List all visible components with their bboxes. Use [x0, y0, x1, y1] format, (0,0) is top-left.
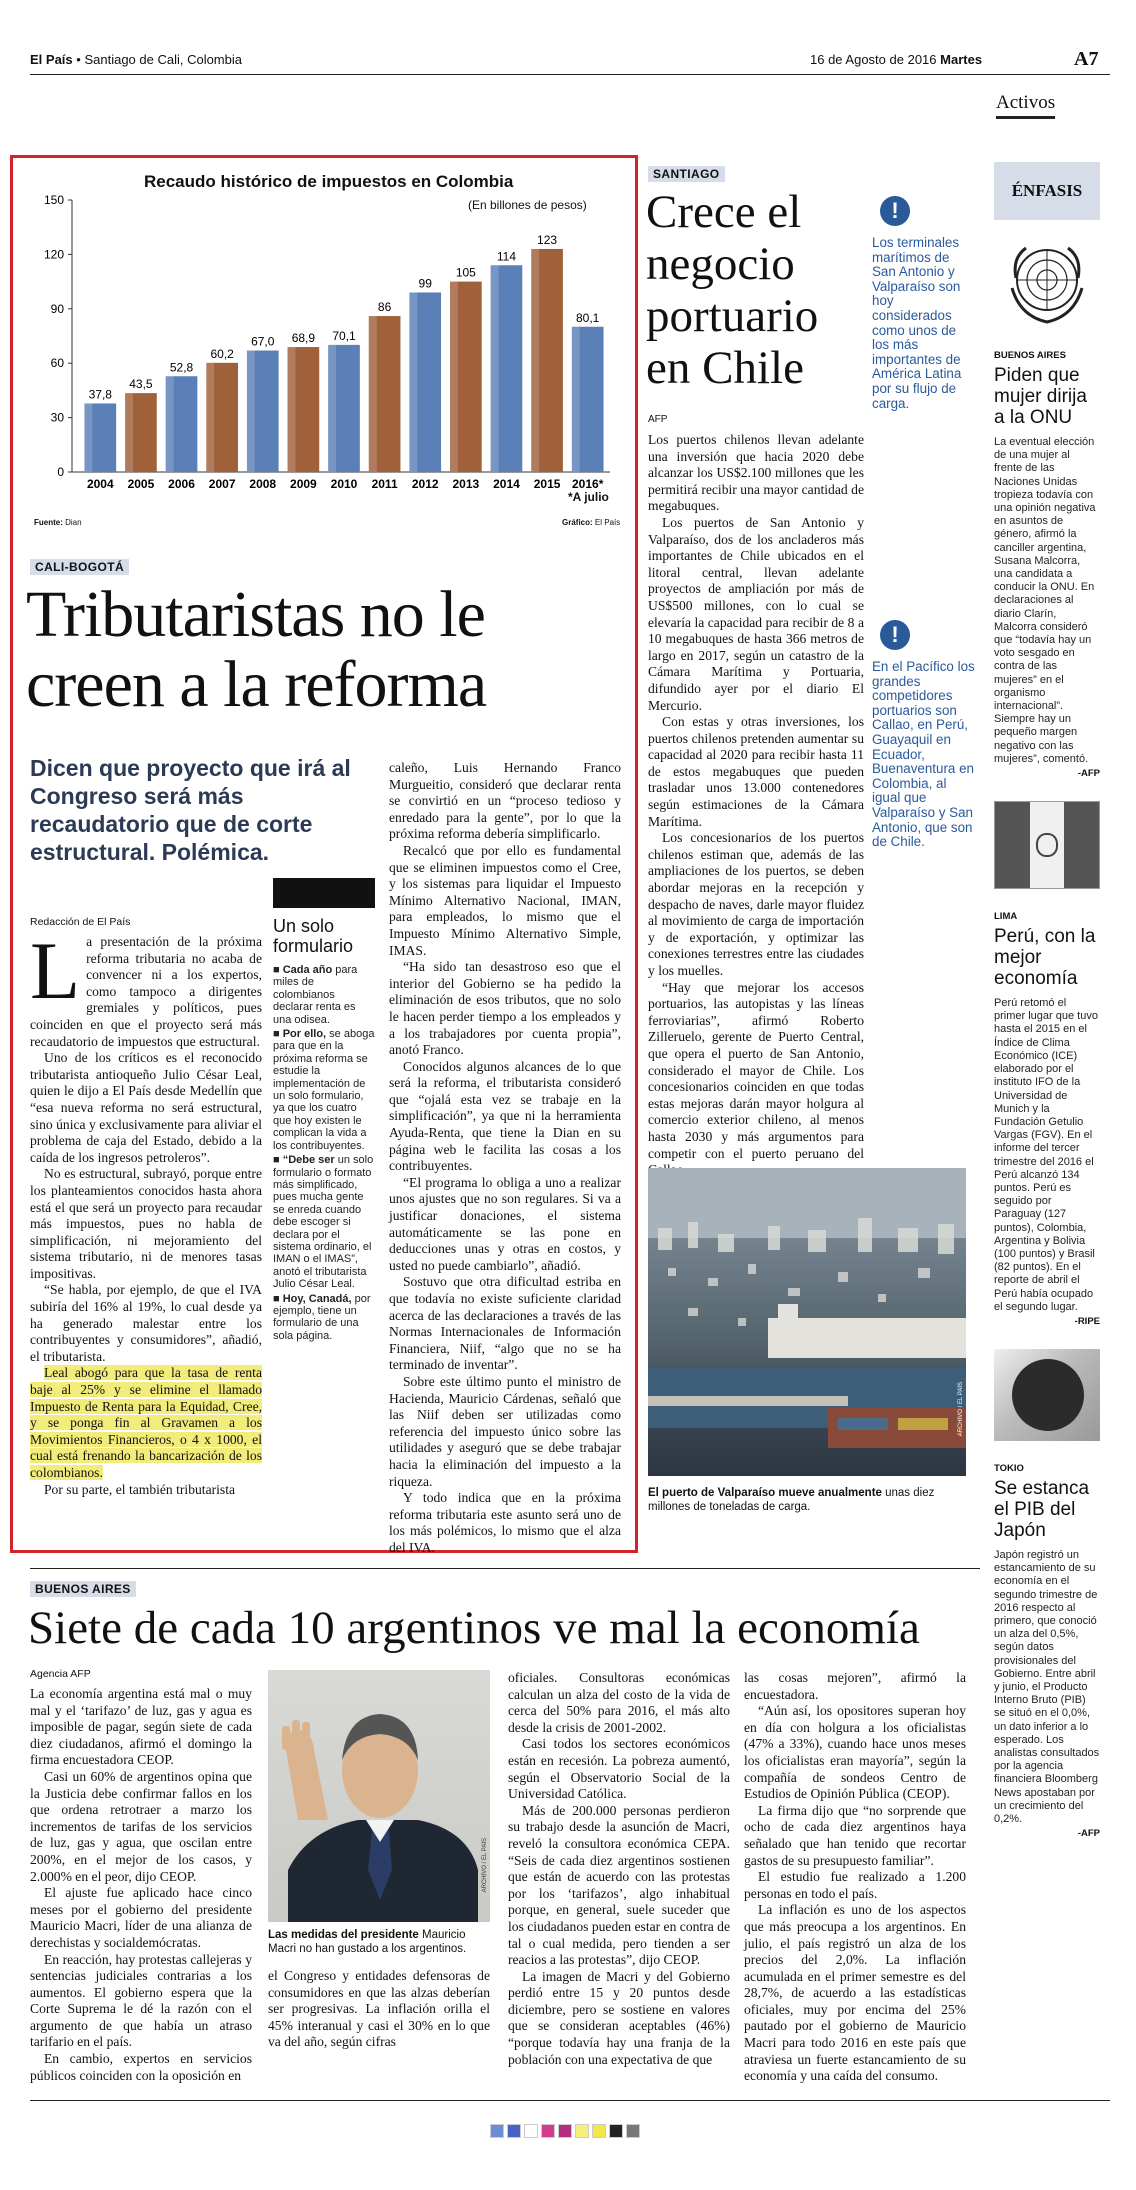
chart-source [34, 518, 82, 527]
photo-illustration [648, 1168, 966, 1476]
chile-photo-credit: ARCHIVO / EL PAÍS [958, 1381, 964, 1436]
x-tick-label: 2004 [86, 477, 114, 491]
color-swatch [490, 2124, 504, 2138]
arg-col3-para: oficiales. Consultoras económicas calculan un alza del costo de la vida de cerca del 50% para 2016, el más alto desde la crisis de 2001-2002. [508, 1670, 730, 1735]
color-swatch [524, 2124, 538, 2138]
arg-col1-para: La economía argentina está mal o muy mal y el ‘tarifazo’ de luz, gas y agua es imposible de pagar, según siete de cada diez ciudadanos, afirmó el domingo la firma encuestadora CEOP. [30, 1686, 252, 1768]
main-kicker: CALI-BOGOTÁ [30, 559, 129, 575]
un-emblem-icon [1002, 238, 1092, 328]
arg-photo-credit: ARCHIVO / EL PAÍS [482, 1837, 488, 1892]
x-tick-label: 2008 [249, 477, 277, 491]
sidebar-item-text: por ejemplo, tiene un formulario de una sola página. [273, 1292, 371, 1342]
enfasis-headline: Piden que mujer dirija a la ONU [994, 365, 1087, 428]
x-tick-label: 2014 [493, 477, 520, 491]
bar-value-label: 68,9 [291, 331, 316, 346]
chart-credit-label: Gráfico: [562, 518, 593, 527]
masthead-weekday: Martes [940, 52, 983, 67]
bar-value-label: 114 [496, 249, 517, 264]
main-headline [26, 580, 626, 720]
chile-caption [648, 1486, 966, 1514]
arg-col1-para: En reacción, hay protestas callejeras y sentencias judiciales contrarias a los aumentos. El gobierno espera que la Corte Suprema le dé la razón con el argumento de que había un atraso tarifario en el país. [30, 1951, 252, 2050]
main-col1-para: No es estructural, subrayó, porque entre los planteamientos conocidos hasta ahora está el que será un proyecto para recaudar más impuestos, pues no habla de simplificación, ni mejoramiento del sistema tributario, ni de menores tasas impositivas. [30, 1166, 262, 1281]
chart-bar-highlight [572, 327, 580, 472]
y-tick-label: 30 [50, 410, 64, 425]
masthead-rule [30, 74, 1110, 75]
chile-para: Los puertos chilenos llevan adelante una inversión que hacia 2020 debe alcanzar los US$2.100 millones que les permitirá recibir una mayor cantidad de megabuques. [648, 432, 864, 514]
bar-value-label: 86 [377, 300, 392, 315]
dropcap: L [30, 925, 81, 1016]
bullet-separator: • [76, 52, 81, 67]
tax-chart [22, 168, 622, 538]
highlighted-text: Leal abogó para que la tasa de renta baje al 25% y se elimine el llamado Impuesto de Renta para la Equidad, Cree, y se ponga fin al Gravamen a los Movimientos Financieros, o 4 x 1000, el cual está frenando la bancarización de los colombianos. [30, 1365, 262, 1480]
chile-para: Con estas y otras inversiones, los puertos chilenos pretenden aumentar su capacidad al 2020 para recibir hasta 11 de estos megabuques que pueden trasladar unos 13.000 contenedores según estimaciones de la Cámara Marítima. [648, 714, 864, 829]
x-tick-label: 2011 [371, 477, 398, 491]
arg-kicker: BUENOS AIRES [30, 1581, 136, 1597]
sidebar-item: ■ Hoy, Canadá, por ejemplo, tiene un formulario de una sola página. [273, 1292, 371, 1342]
chart-note: *A julio [568, 490, 609, 504]
enfasis-column [994, 162, 1100, 1852]
chile-fact-2-text: En el Pacífico los grandes competidores portuarios son Callao, en Perú, Guayaquil en Ecuador, Buenaventura en Colombia, al igual que Valparaíso y San Antonio, que son de Chile. [872, 659, 975, 850]
bar-value-label: 123 [537, 232, 558, 247]
main-col3-para: “Ha sido tan desastroso eso que el interior del Gobierno se ha pedido la eliminación de esos tributos, que no solo le hacen perder tiempo a los empleados y a los trabajadores por cuenta propia”, anotó Franco. [389, 959, 621, 1058]
x-tick-label: 2007 [208, 477, 236, 491]
x-tick-label: 2009 [290, 477, 317, 491]
chile-para: Los puertos de San Antonio y Valparaíso, dos de los ancladeros más importantes de Chile ubicados en el litoral central, llevan adelante proyectos de ampliación por más de US$500 millones, con lo cual se elevaría la capacidad para recibir de 8 a 10 megabuques de hasta 366 metros de largo en 2017, según un catastro de la Cámara Marítima y Portuaria, difundido ayer por el diario El Mercurio. [648, 514, 864, 713]
arg-column-2-bottom: el Congreso y entidades defensoras de consumidores en que las alzas deberían ser progresivas. La inflación orilla el 45% interanual y casi el 30% en lo que va del año, según cifras [268, 1968, 490, 2050]
main-headline-line-1: Tributaristas no le [26, 578, 485, 651]
x-tick-label: 2015 [533, 477, 561, 491]
bar-value-label: 67,0 [251, 334, 275, 349]
chile-kicker: SANTIAGO [648, 166, 725, 182]
x-tick-label: 2010 [330, 477, 358, 491]
main-headline-line-2: creen a la reforma [26, 648, 487, 721]
color-swatch [626, 2124, 640, 2138]
chart-bar-highlight [531, 249, 539, 472]
enfasis-place: TOKIO [994, 1462, 1024, 1474]
sidebar-bar [273, 878, 375, 908]
color-swatch [541, 2124, 555, 2138]
main-kicker-wrap [30, 556, 129, 575]
enfasis-body: La eventual elección de una mujer al frente de las Naciones Unidas tropieza todavía con una opinión negativa en asuntos de género, afirmó la canciller argentina, Susana Malcorra, una candidata a conducir la ONU. En declaraciones al diario Clarín, Malcorra consideró que “todavía hay un voto sesgado en contra de las mujeres” en el organismo internacional”. Siempre hay un pequeño margen negativo con las mujeres”, comentó. [994, 436, 1096, 765]
valparaiso-photo [648, 1168, 966, 1476]
main-column-3 [389, 760, 621, 1557]
enfasis-source: -RIPE [1074, 1315, 1100, 1327]
chart-bar-highlight [125, 393, 133, 472]
main-byline: Redacción de El País [30, 916, 131, 928]
arg-column-3 [508, 1670, 730, 2068]
masthead-date-group [810, 52, 982, 67]
chile-headline-line: Crece el [646, 186, 802, 238]
x-tick-label: 2013 [452, 477, 480, 491]
color-swatch [575, 2124, 589, 2138]
arg-col3-para: Más de 200.000 personas perdieron su trabajo desde la asunción de Macri, reveló la consultora económica CEPA. “Seis de cada diez argentinos sostienen que están de acuerdo con las protestas por los ‘tarifazos’, algo inhabitual porque, en general, suele suceder que los ciudadanos pueden estar en contra de tal o cual medida, pero tienden a ser reacios a las protestas”, dijo CEOP. [508, 1802, 730, 1968]
sidebar-items [273, 964, 375, 1342]
chart-subtitle: (En billones de pesos) [468, 198, 587, 212]
main-column-1 [30, 925, 262, 1498]
chart-bar-highlight [84, 403, 92, 472]
main-col1-para: Uno de los críticos es el reconocido tributarista antioqueño Julio César Leal, quien le dijo a El País desde Medellín que “esa nueva reforma no será estructural, sino única y exclusivamente para aliviar el problema de caja del Estado, debido a la caída de los ingresos petroleros”. [30, 1050, 262, 1165]
bar-value-label: 105 [455, 265, 476, 280]
arg-column-1 [30, 1686, 252, 2084]
enfasis-source: -AFP [1077, 768, 1100, 780]
arg-column-4 [744, 1670, 966, 2085]
chile-caption-bold: El puerto de Valparaíso mueve anualmente [648, 1487, 882, 1499]
chart-bar-highlight [166, 376, 174, 472]
arg-caption-bold: Las medidas del presidente [268, 1929, 419, 1941]
main-col3-para: Y todo indica que en la próxima reforma tributaria este asunto será uno de los más polémicos, lo mismo que el alza del IVA. [389, 1490, 621, 1555]
enfasis-source: -AFP [1077, 1828, 1100, 1840]
chart-bar-highlight [247, 351, 255, 472]
x-tick-label: 2012 [411, 477, 439, 491]
arg-col1-para: Casi un 60% de argentinos opina que la Justicia debe confirmar fallos en los que ordena retrotraer a marzo los incrementos de tarifas de los servicios de luz, gas y agua, que oscilan entre 200%, en el mejor de los casos, y 2.000% en el peor, dijo CEOP. [30, 1768, 252, 1884]
masthead-date: 16 de Agosto de 2016 [810, 52, 937, 67]
chile-para: Los concesionarios de los puertos chilenos estiman que, además de las ampliaciones de los puertos, se deben abordar mejoras en la recepción y despacho de naves, darle mayor fluidez al movimiento de carga de importación y de exportación, y optimizar las conexiones terrestres entre las ciudades y los muelles. [648, 830, 864, 978]
chile-caption-text: unas diez millones de toneladas de carga. [648, 1487, 935, 1513]
sidebar-item-lead: Por ello, [282, 1028, 327, 1041]
arg-col4-para: El estudio fue realizado a 1.200 personas en todo el país. [744, 1869, 966, 1901]
bar-value-label: 37,8 [88, 387, 112, 402]
bar-value-label: 52,8 [169, 360, 194, 375]
y-tick-label: 120 [43, 247, 64, 262]
masthead [30, 48, 1110, 76]
bar-value-label: 80,1 [576, 310, 600, 325]
bar-value-label: 99 [418, 276, 432, 291]
section-divider [30, 1568, 980, 1569]
y-tick-label: 60 [50, 356, 64, 371]
enfasis-place: LIMA [994, 911, 1018, 923]
main-deck: Dicen que proyecto que irá al Congreso será más recaudatorio que de corte estructural. Polémica. [30, 755, 351, 865]
arg-col4-para: La firma dijo que “no sorprende que ocho de cada diez argentinos haya señalado que han tenido que recortar gastos de su presupuesto familiar”. [744, 1802, 966, 1868]
chart-bar-highlight [450, 282, 458, 472]
enfasis-headline: Se estanca el PIB del Japón [994, 1477, 1090, 1541]
arg-col4-para: “Aún así, los opositores superan hoy en día con holgura a los oficialistas (47% a 33%), cuando hace unos meses los oficialistas eran mayoría”, según la compañía de sondeos Centro de Estudios de Opinión Pública (CEOP). [744, 1703, 966, 1802]
arg-col1-para: En cambio, expertos en servicios públicos coinciden con la oposición en [30, 2051, 252, 2083]
chart-plot [22, 168, 622, 538]
footer-rule [30, 2100, 1110, 2101]
main-col3-para: Conocidos algunos alcances de lo que será la reforma, el tributarista consideró que “ojalá esta vez se trabaje en la simplificación”, ya que ni la herramienta Ayuda-Renta, que tiene la Dian en su página web le facilita las cosas a los contribuyentes. [389, 1058, 621, 1174]
arg-kicker-wrap [30, 1578, 136, 1597]
sidebar-item: ■ Por ello, se aboga para que en la próxima reforma se estudie la implementación de un solo formulario, ya que los cuatro que hoy existen le complican la vida a los contribuyentes. [273, 1028, 375, 1152]
sidebar-item-text: se aboga para que en la próxima reforma se estudie la implementación de un solo formulario, ya que los cuatro que hoy existen le complican la vida a los contribuyentes. [273, 1028, 375, 1152]
chile-para: “Hay que mejorar los accesos portuarios, las autopistas y las líneas ferroviarias”, afirmó Roberto Zilleruelo, gerente de Puerto Central, que opera el puerto de San Antonio, considerado el mayor de Chile. Los concesionarios coinciden en que todas estas mejoras darán mayor holgura al comercio exterior chileno, al menos hasta 2030 y más argumentos para competir con el puerto peruano del [648, 979, 864, 1161]
chart-bar-highlight [409, 292, 417, 472]
arg-col3-para: Casi todos los sectores económicos están en recesión. La pobreza aumentó, según el Observatorio Social de la Universidad Católica. [508, 1736, 730, 1802]
chart-bar-highlight [369, 316, 377, 472]
chile-fact-2 [872, 620, 976, 850]
arg-col3-para: La imagen de Macri y del Gobierno perdió entre 15 y 20 puntos desde diciembre, pero se sostiene en valores que se consideran aceptables (46%) “porque todavía hay una franja de la población con una expectativa de que [508, 1968, 730, 2067]
arg-byline: Agencia AFP [30, 1668, 91, 1680]
chart-bar-highlight [288, 347, 296, 472]
chile-body [648, 432, 864, 1179]
enfasis-place: BUENOS AIRES [994, 350, 1066, 361]
chile-headline-line: portuario [646, 290, 819, 342]
main-col1-highlight [30, 1365, 262, 1481]
arg-col4-para: La inflación es uno de los aspectos que más preocupa a los argentinos. En julio, el país registró un alza de los precios del 2,0%. La inflación acumulada en el primer semestre es del 28,7%, de acuerdo a las estadísticas oficiales, muy por encima del 25% pautado por el gobierno de Mauricio Macri para todo 2016 en este país que atraviesa un fuerte estancamiento de su economía y una caída del consumo. [744, 1902, 966, 2084]
chart-title: Recaudo histórico de impuestos en Colombia [144, 172, 514, 191]
bar-value-label: 43,5 [129, 377, 153, 392]
chile-fact-1 [872, 196, 976, 411]
arg-col1-para: El ajuste fue aplicado hace cinco meses por el gobierno del presidente Mauricio Macri, líder de una alianza de derechistas y socialdemócratas. [30, 1885, 252, 1950]
chart-source-value: Dian [65, 518, 82, 527]
sidebar-item: ■ Cada año para miles de colombianos declarar renta es una odisea. [273, 964, 358, 1026]
enfasis-title: ÉNFASIS [994, 162, 1100, 220]
main-col1-para: “Se habla, por ejemplo, de que el IVA subiría del 16% al 19%, lo cual desde ya ha generado malestar entre los contribuyentes y consumidores”, añadió, el tributarista. [30, 1282, 262, 1364]
print-color-bar [490, 2124, 643, 2138]
chart-bar-highlight [206, 363, 214, 472]
arg-caption-text: Mauricio Macri no han gustado a los argentinos. [268, 1929, 467, 1955]
peru-flag-icon [994, 801, 1100, 889]
chart-credit [562, 518, 620, 527]
chile-headline [646, 186, 856, 394]
paper-name: El País [30, 52, 73, 67]
bar-value-label: 70,1 [332, 328, 356, 343]
main-col3-para: Recalcó que por ello es fundamental que se eliminen impuestos como el Cree, y los sistemas para liquidar el Impuesto Mínimo Alternativo Nacional, IMAN, para empleados, lo mismo que el Impuesto Mínimo Alternativo Simple, IMAS. [389, 842, 621, 958]
bar-value-label: 60,2 [210, 346, 234, 361]
page-number: A7 [1074, 48, 1099, 70]
chart-credit-value: El País [594, 518, 621, 527]
sidebar-title: Un solo formulario [273, 916, 354, 956]
main-col1-para: Por su parte, el también tributarista [44, 1481, 236, 1497]
macri-photo [268, 1670, 490, 1922]
sidebar-item: ■ “Debe ser un solo formulario o formato más simplificado, pues mucha gente se enreda cuando debe escoger si declara por el sistema ordinario, el IMAN o el IMAS”, anotó el tributarista Julio César Leal. [273, 1154, 374, 1291]
exclamation-icon: ! [880, 196, 910, 226]
y-tick-label: 90 [50, 301, 64, 316]
chart-bar-highlight [491, 265, 499, 472]
chile-headline-line: en Chile [646, 342, 804, 394]
main-col3-para: Sostuvo que otra dificultad estriba en que todavía no existe suficiente claridad acerca de las declaraciones a través de las Normas Internacionales de Información Financiera, Niif, “algo que no se ha terminado de inventar”. [389, 1274, 621, 1373]
main-col3-para: caleño, Luis Hernando Franco Murgueitio, consideró que declarar renta se convirtió en un “proceso tedioso y enredado para la gente”, por lo que la próxima reforma debería simplificarlo. [389, 760, 621, 842]
arg-headline: Siete de cada 10 argentinos ve mal la economía [28, 1602, 920, 1654]
chile-kicker-wrap [648, 163, 725, 182]
arg-col4-para: las cosas mejoren”, afirmó la encuestadora. [744, 1670, 966, 1702]
enfasis-body: Japón registró un estancamiento de su economía en el segundo trimestre de 2016 respecto al primero, que conoció un alza del 0,5%, según datos provisionales del Gobierno. Entre abril y junio, el Producto Interno Bruto (PIB) se situó en el 0,0%, un dato inferior a lo esperado. Los analistas consultados por la agencia financiera Bloomberg News apostaban por un crecimiento del 0,2%. [994, 1548, 1100, 1826]
color-swatch [609, 2124, 623, 2138]
main-col1-para: a presentación de la próxima reforma tributaria no acaba de convencer ni a los expertos, como tampoco a dirigentes gremiales y políticos, pues coinciden en que el proyecto será más recaudatorio de impuestos que estructural. [30, 934, 262, 1049]
sidebar-item-text: para miles de colombianos declarar renta es una odisea. [273, 964, 358, 1026]
chile-byline: AFP [648, 414, 668, 425]
x-tick-label: 2016* [572, 477, 604, 491]
sidebar-item-lead: Cada año [282, 964, 333, 976]
chile-headline-line: negocio [646, 238, 795, 290]
color-swatch [592, 2124, 606, 2138]
color-swatch [558, 2124, 572, 2138]
chart-source-label: Fuente: [34, 518, 63, 527]
x-tick-label: 2005 [127, 477, 155, 491]
section-label: Activos [996, 92, 1055, 119]
photo-illustration [268, 1670, 490, 1922]
chile-fact-1-text: Los terminales marítimos de San Antonio y Valparaíso son hoy considerados como unos de los más importantes de América Latina por su flujo de carga. [872, 235, 962, 411]
exclamation-icon: ! [880, 620, 910, 650]
sidebar-box [273, 878, 375, 1344]
sidebar-item-lead: “Debe ser [282, 1154, 335, 1167]
masthead-city: Santiago de Cali, Colombia [84, 52, 242, 67]
main-col3-para: “El programa lo obliga a uno a realizar unos ajustes que no son regulares. Si va a justificar donaciones, el sistema automáticamente se las pone en deducciones unas y otras en costos, y usted no puede cambiarlo”, añadió. [389, 1174, 621, 1273]
chart-bar-highlight [328, 345, 336, 472]
y-tick-label: 150 [43, 193, 64, 207]
x-tick-label: 2006 [168, 477, 195, 491]
y-tick-label: 0 [57, 465, 64, 479]
arg-caption [268, 1928, 490, 1956]
sidebar-item-text: un solo formulario o formato más simplificado, pues mucha gente se enreda cuando debe escoger si declara por el sistema ordinario, el IMAN o el IMAS”, anotó el tributarista Julio César Leal. [273, 1154, 374, 1291]
enfasis-body: Perú retomó el primer lugar que tuvo hasta el 2015 en el Índice de Clima Económico (ICE) elaborado por el instituto IFO de la Universidad de Munich y la Fundación Getulio Vargas (FGV). En el informe del tercer trimestre del 2016 el Perú alcanzó 134 puntos. Perú es seguido por Paraguay (127 puntos), Colombia, Argentina y Bolivia (100 puntos) y Brasil (82 puntos). En el reporte de abril el Perú había ocupado el segundo lugar. [994, 997, 1098, 1313]
enfasis-headline: Perú, con la mejor economía [994, 926, 1096, 990]
japan-flag-icon [994, 1349, 1100, 1441]
main-col3-para: Sobre este último punto el ministro de Hacienda, Mauricio Cárdenas, señaló que las Niif deben ser utilizadas como referencia del impuesto único sobre las utilidades y aseguró que se debe trabajar hacia la eliminación del impuesto a la riqueza. [389, 1373, 621, 1489]
sidebar-item-lead: Hoy, Canadá, [282, 1292, 352, 1305]
color-swatch [507, 2124, 521, 2138]
